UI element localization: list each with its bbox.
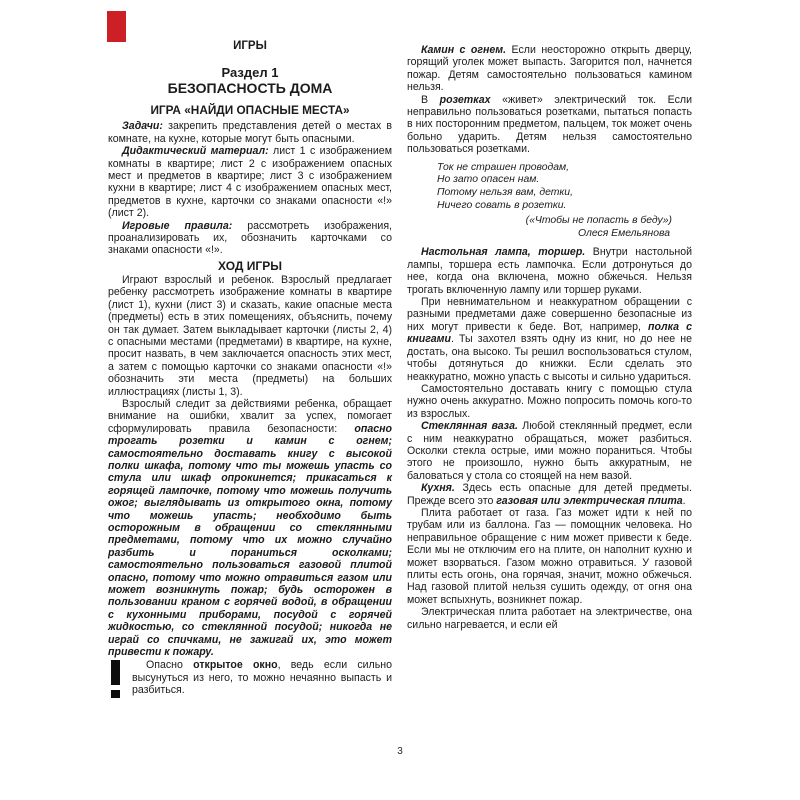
- section-title: БЕЗОПАСНОСТЬ ДОМА: [167, 80, 333, 97]
- electric-stove-paragraph: Электрическая плита работает на электричестве, она сильно нагревается, и если ей: [407, 606, 692, 631]
- kitchen-lead: Кухня.: [421, 482, 455, 495]
- kitchen-post: .: [682, 494, 686, 507]
- tasks-paragraph: [108, 120, 392, 145]
- poem-author: Олеся Емельянова: [578, 227, 670, 239]
- vase-text: Любой стеклянный предмет, если с ним неаккуратно обращаться, может разбиться. Осколки стекла острые, ими можно пораниться. Чтобы этого не произошло, нужно быть аккуратным, не баловаться у стола со стоящей на нем вазой.: [407, 420, 692, 482]
- poem-line-3: Потому нельзя вам, детки,: [437, 187, 573, 199]
- safety-rules-text: опасно трогать розетки и камин с огнем; самостоятельно доставать книгу с высокой полки шкафа, потому что ты можешь упасть со стула или шкаф опрокинется; прикасаться к горящей лампочке, потому что можешь получить ожог; выглядывать из открытого окна, потому что можешь упасть; необходимо быть осторожным в обращении со стеклянными предметами, потому что их можно случайно разбить и пораниться осколками; самостоятельно пользоваться газовой плитой опасно, потому что можно отравиться газом или может возникнуть пожар; будь осторожен в пользовании краном с горячей водой, в обращении с кухонными приборами, посудой с горячей жидкостью, со стеклянной посудой; никогда не играй со спичками, не зажигай их, это может привести к пожару.: [108, 422, 392, 659]
- course-paragraph-1: Играют взрослый и ребенок. Взрослый предлагает ребенку рассмотреть изображение комнаты в квартире (лист 1), кухни (лист 3) и сказать, какие опасные места (предметы) есть в этих помещениях, объяснить, почему он так думает. Затем выкладывает карточки (листы 2, 4) с опасными местами (предметами) в квартире, на кухне, просит назвать, в чем заключается опасность этих мест, а затем с помощью карточки со знаками опасности «!» обозначить эти места (предметы) на больших иллюстрациях (листы 1, 3).: [108, 273, 392, 398]
- open-window-warning: [108, 659, 392, 696]
- fireplace-text: Если неосторожно открыть дверцу, горящий уголек может выпасть. Загорится пол, начнется пожар. Детям самостоятельно пользоваться камином нельзя.: [407, 44, 693, 94]
- game-rules-text: рассмотреть изображения, проанализировать их, обозначить карточками со знаками опасности «!».: [108, 219, 393, 257]
- warning-pre: Опасно: [146, 659, 194, 672]
- sockets-term: розетках: [439, 93, 491, 106]
- warning-post: , ведь если сильно высунуться из него, то можно нечаянно выпасть и разбиться.: [132, 659, 392, 697]
- sockets-post: «живет» электрический ток. Если неправильно пользоваться розетками, пытаться попасть в них посторонним предметом, пальцем, ток может очень больно ударить. Детям нельзя самостоятельно пользоваться розетками.: [407, 93, 692, 156]
- game-title: ИГРА «НАЙДИ ОПАСНЫЕ МЕСТА»: [150, 103, 350, 118]
- tasks-lead: Задачи:: [122, 120, 163, 133]
- sockets-pre: В: [421, 93, 440, 106]
- fireplace-paragraph: [407, 44, 692, 94]
- game-rules-lead: Игровые правила:: [122, 219, 233, 232]
- poem-line-4: Ничего совать в розетки.: [437, 200, 567, 212]
- warning-paragraph: [132, 659, 392, 696]
- bookshelf-paragraph: [407, 296, 692, 383]
- fireplace-lead: Камин с огнем.: [421, 44, 507, 56]
- sockets-paragraph: [407, 94, 692, 156]
- tasks-text: закрепить представления детей о местах в комнате, на кухне, которые могут быть опасными.: [108, 120, 392, 145]
- course-2-intro: Взрослый следит за действиями ребенка, обращает внимание на ошибки, хвалит за успех, помогает сформулировать правила безопасности:: [108, 397, 392, 435]
- bookshelf-pre: При невнимательном и неаккуратном обращении с разными предметами даже совершенно безопасные из них могут привести к беде. Вот, например,: [407, 296, 692, 333]
- kitchen-pre: Здесь есть опасные для детей предметы. Прежде всего это: [407, 482, 692, 507]
- bookshelf-paragraph-2: Самостоятельно доставать книгу с помощью стула нужно очень аккуратно. Можно попросить помочь кого-то из взрослых.: [407, 382, 692, 420]
- poem: [437, 162, 692, 241]
- materials-paragraph: [108, 145, 392, 219]
- bookshelf-term: полка с книгами: [407, 320, 692, 346]
- kitchen-paragraph: [407, 482, 692, 507]
- lamp-paragraph: [407, 246, 692, 296]
- warning-term: открытое окно: [193, 659, 278, 672]
- game-rules-paragraph: [108, 220, 392, 257]
- poem-line-1: Ток не страшен проводам,: [437, 161, 570, 173]
- vase-paragraph: [407, 420, 692, 482]
- lamp-lead: Настольная лампа, торшер.: [421, 246, 586, 259]
- course-subheading: ХОД ИГРЫ: [218, 258, 282, 273]
- page-kicker: ИГРЫ: [233, 40, 267, 52]
- course-paragraph-2: [108, 398, 392, 659]
- right-column: [407, 38, 692, 697]
- page-number: 3: [397, 746, 403, 757]
- bookshelf-post: . Ты захотел взять одну из книг, но до нее не достать, она высоко. Ты решил воспользоваться стулом, чтобы дотянуться до книжки. Если сделать это неаккуратно, можно упасть с высоты и сильно удариться.: [407, 333, 692, 383]
- gas-stove-paragraph: Плита работает от газа. Газ может идти к ней по трубам или из баллона. Газ — помощник человека. Но неправильное обращение с ним может привести к беде. Если мы не отключим его на плите, он наполнит кухню и может взорваться. Газом можно отравиться. У газовой плиты есть огонь, она горячая, значит, можно обжечься. Над газовой плитой нельзя сушить одежду, от огня она может вспыхнуть, возникнет пожар.: [407, 506, 692, 606]
- red-bookmark-marker: [107, 11, 126, 42]
- vase-lead: Стеклянная ваза.: [421, 420, 518, 433]
- section-label: Раздел 1: [221, 65, 279, 81]
- materials-text: лист 1 с изображением комнаты в квартире; лист 2 с изображением опасных мест и предметов в квартире; лист 3 с изображением кухни в квартире; лист 4 с изображением опасных мест, предметов в кухне, карточки со знаками опасности «!» (лист 2).: [108, 145, 392, 220]
- poem-source: («Чтобы не попасть в беду»): [525, 214, 672, 226]
- kitchen-term: газовая или электрическая плита: [496, 494, 683, 507]
- lamp-text: Внутри настольной лампы, торшера есть лампочка. Если дотронуться до нее, когда она включена, можно обжечься. Нельзя трогать включенную лампу или торшер руками.: [407, 246, 692, 296]
- left-column: [108, 38, 392, 697]
- materials-lead: Дидактический материал:: [122, 145, 269, 158]
- exclamation-icon: [111, 660, 121, 698]
- poem-line-2: Но зато опасен нам.: [437, 174, 540, 186]
